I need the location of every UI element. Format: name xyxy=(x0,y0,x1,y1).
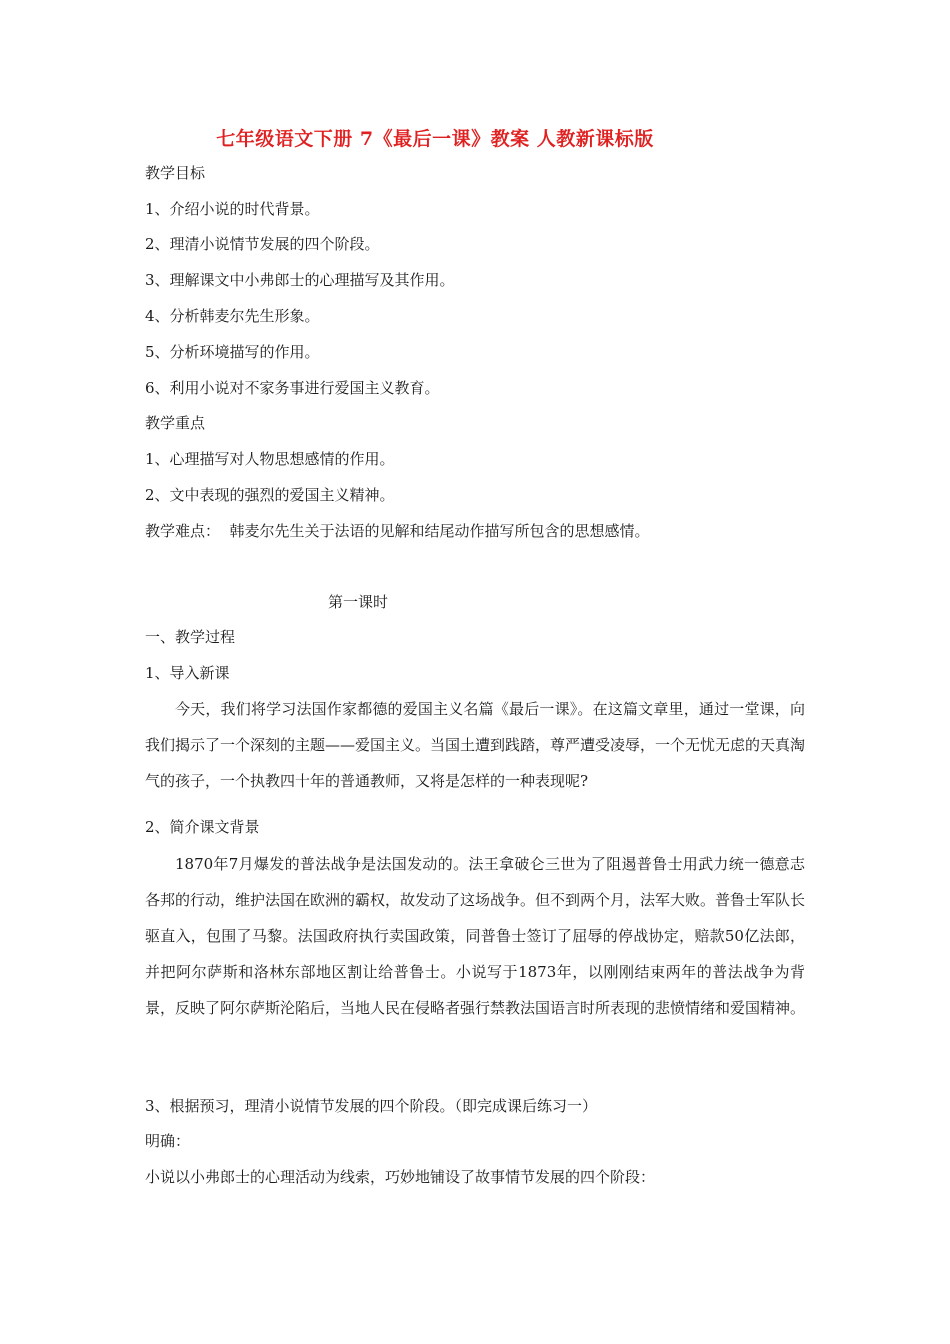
key-point-item: 2、文中表现的强烈的爱国主义精神。 xyxy=(145,486,395,504)
objective-item: 3、理解课文中小弗郎士的心理描写及其作用。 xyxy=(145,271,455,289)
objective-item: 5、分析环境描写的作用。 xyxy=(145,343,320,361)
step2-paragraph: 1870年7月爆发的普法战争是法国发动的。法王拿破仑三世为了阻遏普鲁士用武力统一德意志各邦的行动，维护法国在欧洲的霸权，故发动了这场战争。但不到两个月，法军大败。普鲁士军队长驱直入，包围了马黎。法国政府执行卖国政策，同普鲁士签订了屈辱的停战协定，赔款50亿法郎，并把阿尔萨斯和洛林东部地区割让给普鲁士。小说写于1873年，以刚刚结束两年的普法战争为背景，反映了阿尔萨斯沦陷后，当地人民在侵略者强行禁教法国语言时所表现的悲愤情绪和爱国精神。 xyxy=(145,855,806,1017)
step1-paragraph: 今天，我们将学习法国作家都德的爱国主义名篇《最后一课》。在这篇文章里，通过一堂课，向我们揭示了一个深刻的主题——爱国主义。当国土遭到践踏，尊严遭受凌辱，一个无忧无虑的天真淘气的孩子，一个执教四十年的普通教师，又将是怎样的一种表现呢? xyxy=(145,700,806,790)
step2-heading: 2、简介课文背景 xyxy=(145,818,260,836)
key-point-item: 1、心理描写对人物思想感情的作用。 xyxy=(145,450,395,468)
process-heading: 一、教学过程 xyxy=(145,628,236,646)
objective-item: 1、介绍小说的时代背景。 xyxy=(145,200,320,218)
difficulty-line: 教学难点： 韩麦尔先生关于法语的见解和结尾动作描写所包含的思想感情。 xyxy=(145,522,650,540)
document-title: 七年级语文下册 7《最后一课》教案 人教新课标版 xyxy=(216,128,654,150)
step3-heading: 3、根据预习，理清小说情节发展的四个阶段。（即完成课后练习一） xyxy=(145,1097,598,1115)
lesson-heading: 第一课时 xyxy=(328,593,389,611)
clarify-text: 小说以小弗郎士的心理活动为线索，巧妙地铺设了故事情节发展的四个阶段： xyxy=(145,1168,656,1186)
clarify-label: 明确： xyxy=(145,1132,191,1150)
objective-item: 2、理清小说情节发展的四个阶段。 xyxy=(145,235,380,253)
objectives-heading: 教学目标 xyxy=(145,164,206,182)
objective-item: 6、利用小说对不家务事进行爱国主义教育。 xyxy=(145,379,440,397)
key-points-heading: 教学重点 xyxy=(145,414,206,432)
objective-item: 4、分析韩麦尔先生形象。 xyxy=(145,307,320,325)
step1-heading: 1、导入新课 xyxy=(145,664,230,682)
